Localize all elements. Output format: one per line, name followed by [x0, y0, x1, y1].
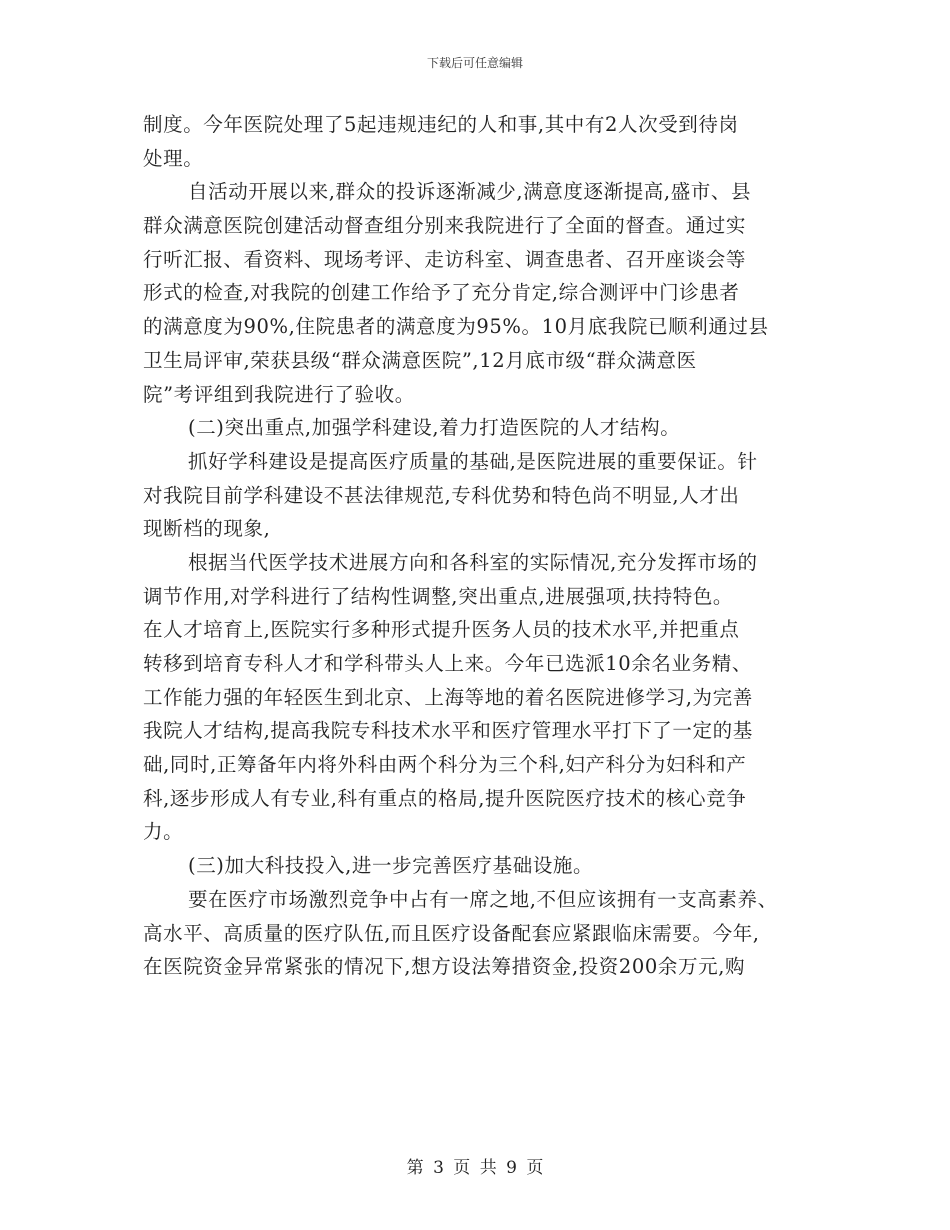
text-line: 现断档的现象, [143, 517, 271, 541]
text-line: 行听汇报、看资料、现场考评、走访科室、调查患者、召开座谈会等 [143, 247, 747, 271]
text-line: 我院人才结构,提高我院专科技术水平和医疗管理水平打下了一定的基 [143, 719, 753, 743]
text-line: 力。 [143, 820, 184, 844]
text-line: 高水平、高质量的医疗队伍,而且医疗设备配套应紧跟临床需要。今年, [143, 921, 760, 945]
text-line: 的满意度为90%,住院患者的满意度为95%。10月底我院已顺利通过县 [143, 315, 769, 339]
text-line: 调节作用,对学科进行了结构性调整,突出重点,进展强项,扶持特色。 [143, 584, 733, 608]
section-heading: (二)突出重点,加强学科建设,着力打造医院的人才结构。 [188, 416, 681, 440]
text-line: 形式的检查,对我院的创建工作给予了充分肯定,综合测评中门诊患者 [143, 281, 740, 305]
text-line: 要在医疗市场激烈竞争中占有一席之地,不但应该拥有一支高素养、 [188, 887, 778, 911]
text-line: 卫生局评审,荣获县级“群众满意医院”,12月底市级“群众满意医 [143, 348, 697, 372]
text-line: 群众满意医院创建活动督查组分别来我院进行了全面的督查。通过实 [143, 214, 747, 238]
section-heading: (三)加大科技投入,进一步完善医疗基础设施。 [188, 854, 594, 878]
text-line: 础,同时,正筹备年内将外科由两个科分为三个科,妇产科分为妇科和产 [143, 753, 747, 777]
text-line: 抓好学科建设是提高医疗质量的基础,是医院进展的重要保证。针 [188, 449, 758, 473]
text-line: 处理。 [143, 146, 204, 170]
text-line: 制度。今年医院处理了5起违规违纪的人和事,其中有2人次受到待岗 [143, 113, 739, 136]
text-line: 自活动开展以来,群众的投诉逐渐减少,满意度逐渐提高,盛市、县 [188, 180, 752, 204]
page-header: 下载后可任意编辑 [426, 56, 523, 70]
text-line: 院”考评组到我院进行了验收。 [143, 382, 415, 406]
text-line: 在人才培育上,医院实行多种形式提升医务人员的技术水平,并把重点 [143, 618, 740, 642]
text-line: 根据当代医学技术进展方向和各科室的实际情况,充分发挥市场的 [188, 550, 758, 574]
text-line: 科,逐步形成人有专业,科有重点的格局,提升医院医疗技术的核心竞争 [143, 786, 747, 810]
page-number: 第 3 页 共 9 页 [406, 1158, 544, 1178]
text-line: 对我院目前学科建设不甚法律规范,专科优势和特色尚不明显,人才出 [143, 483, 740, 507]
document-body [143, 108, 803, 984]
text-line: 转移到培育专科人才和学科带头人上来。今年已选派10余名业务精、 [143, 652, 752, 675]
text-line: 工作能力强的年轻医生到北京、上海等地的着名医院进修学习,为完善 [143, 685, 753, 709]
text-line: 在医院资金异常紧张的情况下,想方设法筹措资金,投资200余万元,购 [143, 955, 746, 979]
